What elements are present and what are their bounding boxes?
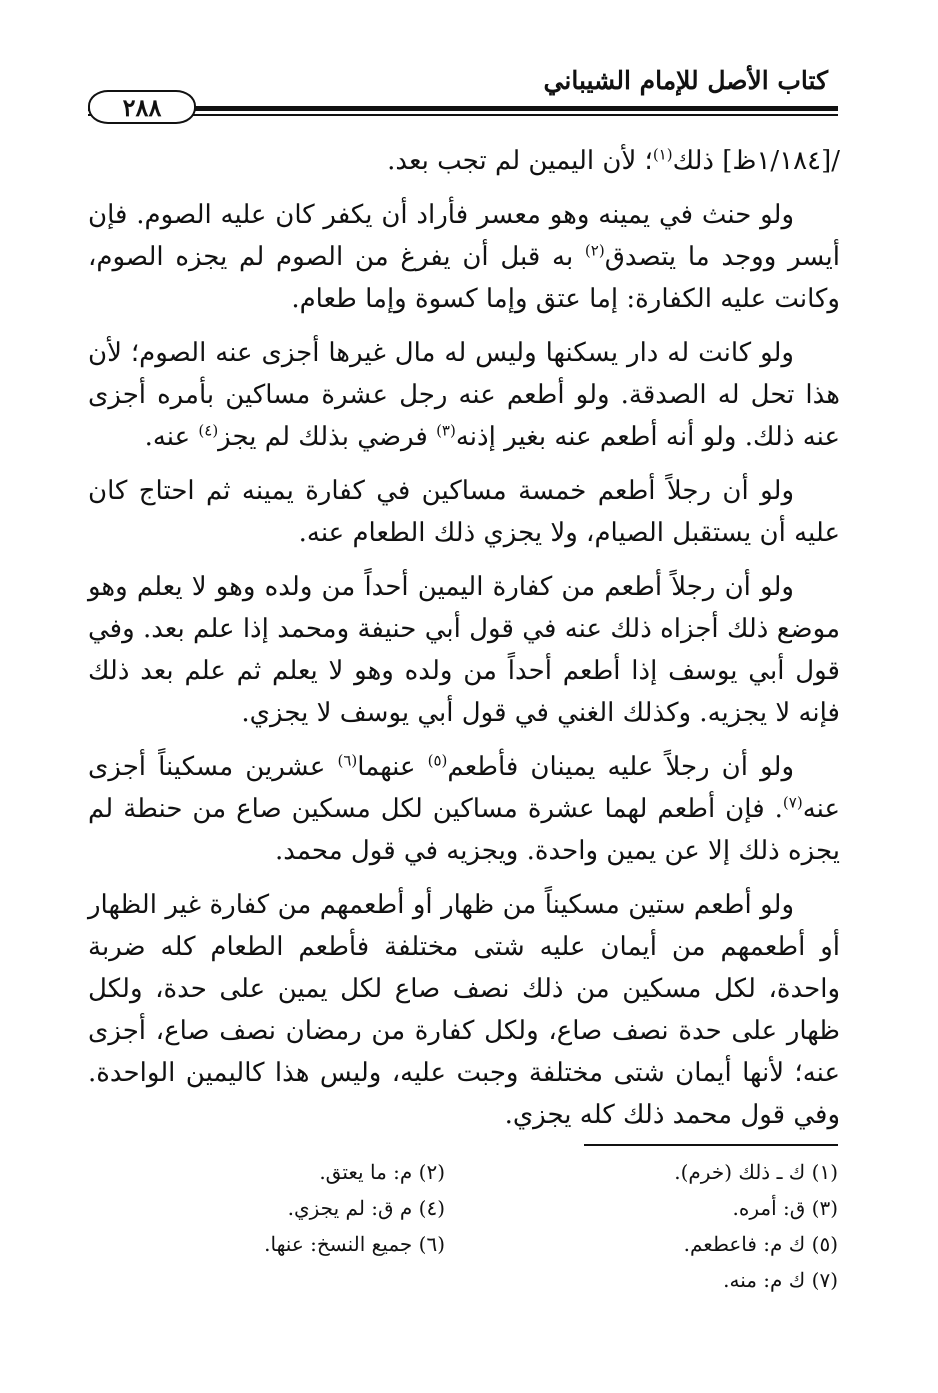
footnote-text: ك ـ ذلك (خرم). <box>674 1160 806 1184</box>
footnote-number: (٥) <box>811 1232 838 1256</box>
footnote-6 <box>264 1232 445 1256</box>
footnote-ref: (٤) <box>198 421 219 440</box>
text-run: فرضي بذلك لم يجز <box>218 422 437 452</box>
footnote-text: ق: أمره. <box>732 1196 806 1220</box>
footnote-separator <box>584 1144 838 1146</box>
text-run: عشرين مسكيناً أجزى عنه <box>88 752 840 824</box>
footnote-7 <box>723 1268 838 1292</box>
footnote-ref: (٧) <box>782 793 803 812</box>
text-run: . فإن أطعم لهما عشرة مساكين لكل مسكين صاع من حنطة لم يجزه ذلك إلا عن يمين واحدة. ويجزيه في قول محمد. <box>88 794 840 866</box>
footnote-ref: (٢) <box>584 241 605 260</box>
text-run: /[١/١٨٤ظ] ذلك <box>672 146 840 176</box>
text-run: به قبل أن يفرغ من الصوم لم يجزه الصوم، وكانت عليه الكفارة: إما عتق وإما كسوة وإما طعام. <box>88 242 840 314</box>
footnote-ref: (٦) <box>337 751 358 770</box>
header-rule <box>88 106 838 111</box>
footnote-2 <box>319 1160 445 1184</box>
text-run: ولو حنث في يمينه وهو معسر فأراد أن يكفر كان عليه الصوم. فإن أيسر ووجد ما يتصدق <box>88 200 840 272</box>
footnote-number: (٧) <box>811 1268 838 1292</box>
page-number: ٢٨٨ <box>122 92 162 122</box>
paragraph-4: ولو أن رجلاً أطعم خمسة مساكين في كفارة يمينه ثم احتاج كان عليه أن يستقبل الصيام، ولا يجزي ذلك الطعام عنه. <box>88 476 840 548</box>
footnote-text: ك م: منه. <box>723 1268 806 1292</box>
text-run: ولو أن رجلاً عليه يمينان فأطعم <box>447 752 795 782</box>
footnote-1 <box>674 1160 838 1184</box>
text-run: ولو كانت له دار يسكنها وليس له مال غيرها أجزى عنه الصوم؛ لأن هذا تحل له الصدقة. ولو أطعم عنه رجل عشرة مساكين بأمره أجزى عنه ذلك. ولو أنه أطعم عنه بغير إذنه <box>88 338 840 452</box>
header-rule-thin <box>88 114 838 116</box>
footnote-5 <box>684 1232 838 1256</box>
text-run: ؛ لأن اليمين لم تجب بعد. <box>387 146 653 176</box>
page-number-badge <box>88 90 196 124</box>
footnote-number: (٤) <box>418 1196 445 1220</box>
paragraph-3 <box>88 332 840 458</box>
footnote-3 <box>733 1196 839 1220</box>
footnote-number: (٣) <box>811 1196 838 1220</box>
footnote-number: (٢) <box>418 1160 445 1184</box>
footnote-text: جميع النسخ: عنها. <box>264 1232 413 1256</box>
footnote-text: ك م: فاعطعم. <box>683 1232 806 1256</box>
footnote-ref: (٣) <box>436 421 456 440</box>
footnote-4 <box>288 1196 445 1220</box>
main-text <box>88 140 840 1148</box>
footnote-text: م ق: لم يجزي. <box>287 1196 413 1220</box>
footnote-number: (٦) <box>418 1232 445 1256</box>
running-header-title: كتاب الأصل للإمام الشيباني <box>543 66 828 95</box>
paragraph-7: ولو أطعم ستين مسكيناً من ظهار أو أطعمهم من كفارة غير الظهار أو أطعمهم من أيمان عليه شتى مختلفة فأطعم الطعام كله ضربة واحدة، لكل مسكين من ذلك نصف صاع لكل يمين على حدة، ولكل ظهار على حدة نصف صاع، ولكل كفارة من رمضان نصف صاع، أجزى عنه؛ لأنها أيمان شتى مختلفة وجبت عليه، وليس هذا كاليمين الواحدة. وفي قول محمد ذلك كله يجزي. <box>88 890 840 1130</box>
text-run: عنه. <box>144 422 199 452</box>
footnote-text: م: ما يعتق. <box>319 1160 413 1184</box>
footnote-ref: (٥) <box>427 751 448 770</box>
paragraph-1 <box>88 140 840 182</box>
paragraph-5: ولو أن رجلاً أطعم من كفارة اليمين أحداً من ولده وهو لا يعلم وهو موضع ذلك أجزاه ذلك عنه في قول أبي حنيفة ومحمد إذا علم بعد. وفي قول أبي يوسف إذا أطعم أحداً من ولده وهو لا يعلم ثم علم بعد ذلك فإنه لا يجزيه. وكذلك الغني في قول أبي يوسف لا يجزي. <box>88 572 840 728</box>
paragraph-6 <box>88 746 840 872</box>
paragraph-2 <box>88 194 840 320</box>
footnotes <box>88 1160 840 1300</box>
text-run: عنهما <box>357 752 428 782</box>
footnote-ref: (١) <box>652 145 673 164</box>
footnote-number: (١) <box>811 1160 838 1184</box>
